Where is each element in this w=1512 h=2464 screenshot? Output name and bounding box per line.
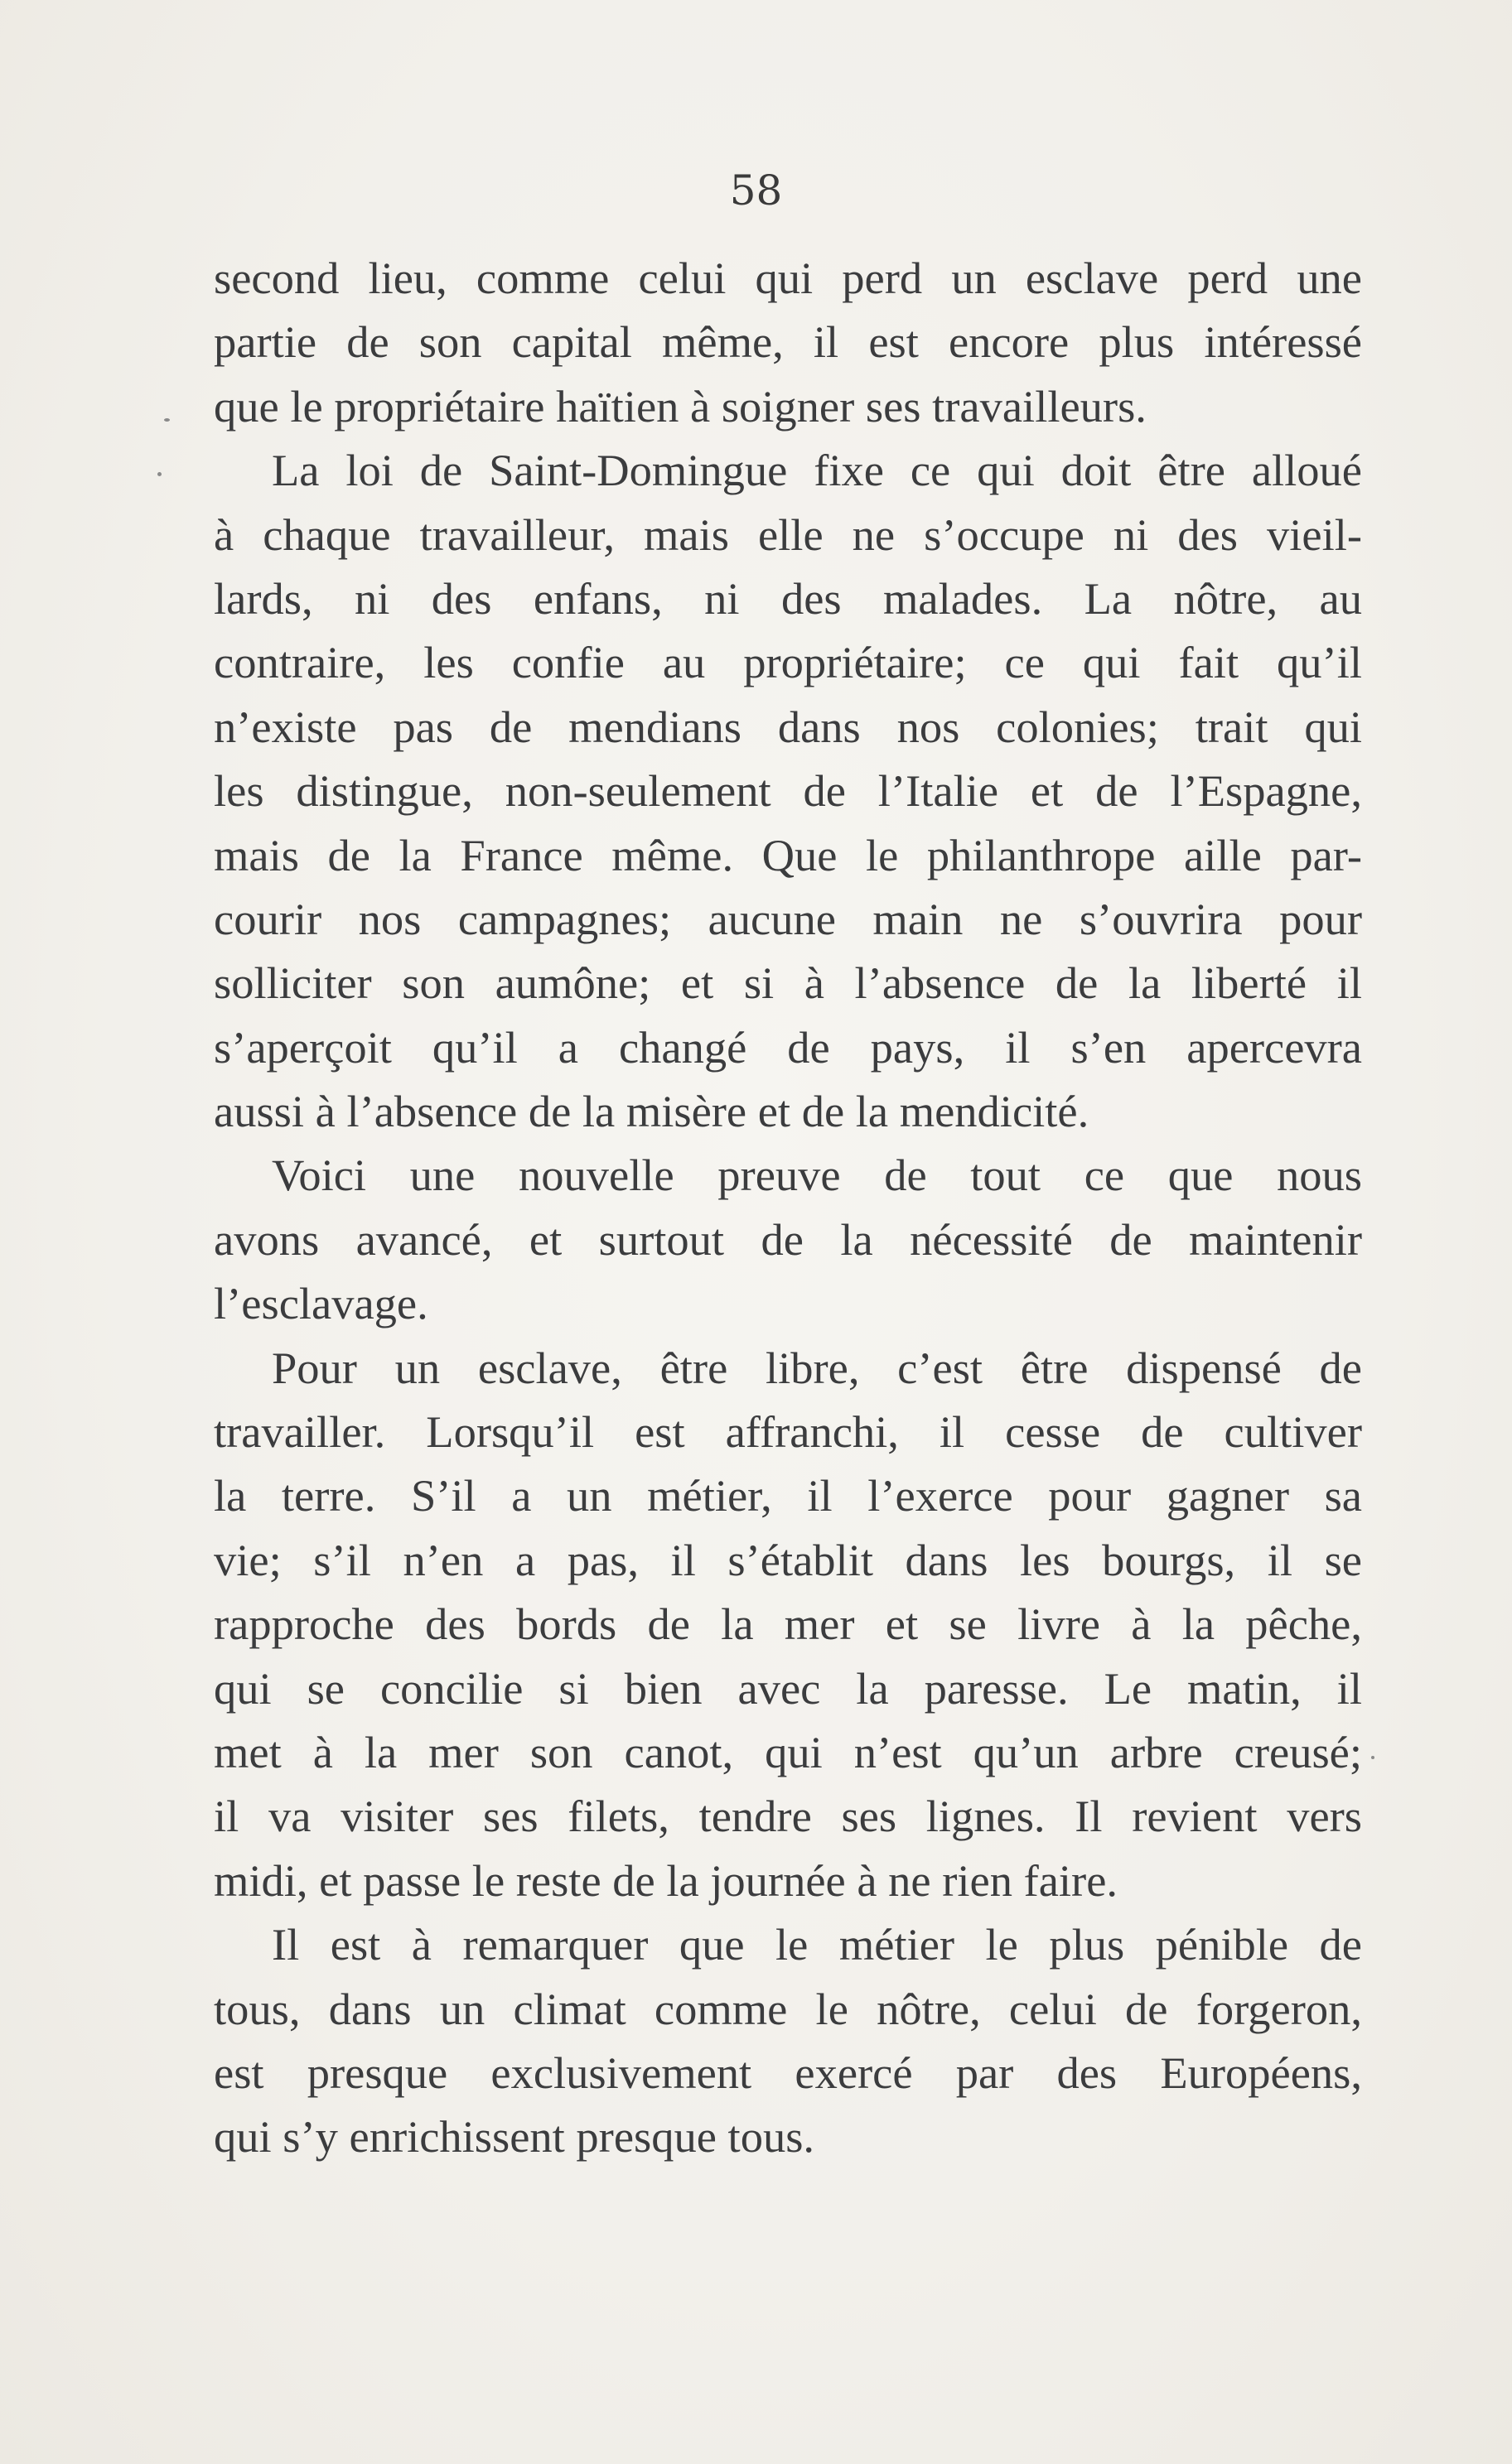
text-line: La loi de Saint-Domingue fixe ce qui doit être alloué	[272, 445, 1362, 496]
text-line: met à la mer son canot, qui n’est qu’un arbre creusé;	[214, 1726, 1362, 1777]
text-line: aussi à l’absence de la misère et de la mendicité.	[214, 1086, 1089, 1137]
text-line: Il est à remarquer que le métier le plus pénible de	[272, 1919, 1362, 1970]
text-line: second lieu, comme celui qui perd un esclave perd une	[214, 253, 1362, 303]
text-line: que le propriétaire haïtien à soigner ses travailleurs.	[214, 380, 1147, 432]
paper-speck	[164, 418, 170, 422]
text-line: rapproche des bords de la mer et se livre à la pêche,	[214, 1598, 1362, 1650]
text-line: travailler. Lorsqu’il est affranchi, il cesse de cultiver	[214, 1406, 1362, 1458]
text-line: partie de son capital même, il est encore plus intéressé	[214, 316, 1362, 368]
text-line: contraire, les confie au propriétaire; ce qui fait qu’il	[214, 637, 1362, 688]
text-line: qui se concilie si bien avec la paresse. Le matin, il	[214, 1662, 1362, 1714]
text-line: Pour un esclave, être libre, c’est être dispensé de	[272, 1342, 1362, 1393]
text-line: lards, ni des enfans, ni des malades. La nôtre, au	[214, 572, 1362, 624]
text-line: qui s’y enrichissent presque tous.	[214, 2111, 815, 2163]
text-line: s’aperçoit qu’il a changé de pays, il s’en apercevra	[214, 1021, 1362, 1073]
text-line: l’esclavage.	[214, 1278, 428, 1329]
text-line: courir nos campagnes; aucune main ne s’ouvrira pour	[214, 893, 1362, 944]
text-line: vie; s’il n’en a pas, il s’établit dans les bourgs, il se	[214, 1534, 1362, 1585]
text-line: solliciter son aumône; et si à l’absence de la liberté il	[214, 957, 1362, 1009]
body-text	[214, 246, 1362, 2169]
text-line: les distingue, non-seulement de l’Italie et de l’Espagne,	[214, 765, 1362, 817]
paper-speck	[157, 472, 162, 476]
text-line: Voici une nouvelle preuve de tout ce que nous	[272, 1150, 1362, 1201]
text-line: mais de la France même. Que le philanthrope aille par-	[214, 829, 1362, 880]
text-line: à chaque travailleur, mais elle ne s’occupe ni des vieil-	[214, 509, 1362, 560]
text-line: avons avancé, et surtout de la nécessité de maintenir	[214, 1213, 1362, 1265]
text-line: il va visiter ses filets, tendre ses lignes. Il revient vers	[214, 1791, 1362, 1842]
text-line: midi, et passe le reste de la journée à ne rien faire.	[214, 1854, 1118, 1906]
page-number: 58	[729, 166, 783, 215]
text-line: la terre. S’il a un métier, il l’exerce pour gagner sa	[214, 1470, 1362, 1521]
text-line: tous, dans un climat comme le nôtre, celui de forgeron,	[214, 1983, 1362, 2034]
paper-speck	[1371, 1756, 1374, 1759]
text-line: n’existe pas de mendians dans nos colonies; trait qui	[214, 701, 1362, 752]
text-line: est presque exclusivement exercé par des Européens,	[214, 2047, 1362, 2098]
